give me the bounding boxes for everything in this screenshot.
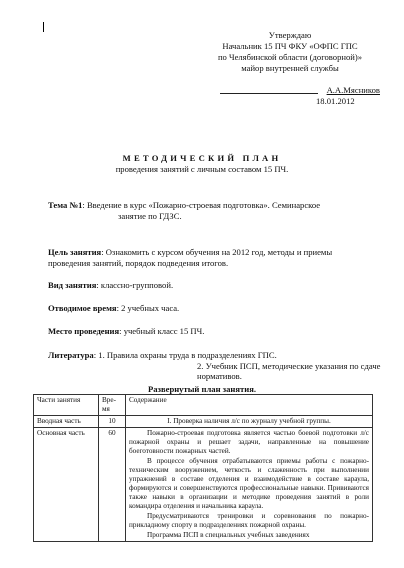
content-paragraph: Предусматриваются тренировки и соревнования по пожарно-прикладному спорту в подразделениях пожарной охраны. xyxy=(129,512,369,529)
table-row xyxy=(34,428,373,542)
place-paragraph xyxy=(48,326,384,337)
plan-subtitle: проведения занятий с личным составом 15 ПЧ. xyxy=(115,164,289,174)
header-time: Вре-мя xyxy=(99,395,126,416)
table-header-row xyxy=(34,395,373,416)
topic-label: Тема №1 xyxy=(48,200,83,210)
signer-name: А.А.Мясников xyxy=(326,85,380,95)
lesson-plan-table xyxy=(33,394,373,542)
goal-text-line2: проведения занятий, порядок подведения итогов. xyxy=(48,258,229,268)
goal-text-line1: : Ознакомить с курсом обучения на 2012 год, методы и приемы xyxy=(101,247,333,257)
approval-rank: майор внутренней службы xyxy=(241,63,339,73)
topic-text-line1: : Введение в курс «Пожарно-строевая подготовка». Семинарское xyxy=(82,200,321,210)
row-part: Вводная часть xyxy=(34,416,99,428)
row-content xyxy=(126,428,373,542)
time-label: Отводимое время xyxy=(48,303,117,313)
row-time: 10 xyxy=(99,416,126,428)
content-paragraph: Программа ПСП в специальных учебных заведениях xyxy=(147,531,310,539)
time-text: : 2 учебных часа. xyxy=(116,303,180,313)
kind-label: Вид занятия xyxy=(48,280,97,290)
kind-paragraph xyxy=(48,280,384,291)
approval-title: Утверждаю xyxy=(268,30,312,40)
literature-paragraph xyxy=(48,350,384,361)
literature-item2: 2. Учебник ПСП, методические указания по сдаче нормативов. xyxy=(197,361,381,381)
goal-paragraph xyxy=(48,247,384,269)
row-part: Основная часть xyxy=(34,428,99,542)
approval-position-line2: по Челябинской области (договорной)» xyxy=(217,52,363,62)
topic-text-line2: занятие по ГДЗС. xyxy=(118,211,182,221)
literature-item1: : 1. Правила охраны труда в подразделениях ГПС. xyxy=(93,350,277,360)
approval-position-line1: Начальник 15 ПЧ ФКУ «ОФПС ГПС xyxy=(222,41,358,51)
content-paragraph: В процессе обучения отрабатываются приемы работы с пожарно-техническим вооружением, четкость и слаженность при выполнении упражнений в составе отделения и взаимодействие в составе караула, формируются и совершенствуются профессиональные навыки. Прививаются также навыки в организации и методике проведения занятий в роли командира отделения и начальника караула. xyxy=(129,457,369,510)
approval-date: 18.01.2012 xyxy=(316,96,355,106)
row-content: I. Проверка наличия л/с по журналу учебной группы. xyxy=(126,416,373,428)
place-text: : учебный класс 15 ПЧ. xyxy=(119,326,205,336)
time-paragraph xyxy=(48,303,384,314)
literature-label: Литература xyxy=(48,350,94,360)
approval-block xyxy=(190,30,390,74)
signature-line xyxy=(220,85,380,95)
place-label: Место проведения xyxy=(48,326,120,336)
kind-text: : классно-групповой. xyxy=(96,280,174,290)
table-row xyxy=(34,416,373,428)
header-content: Содержание xyxy=(126,395,373,416)
topic-paragraph xyxy=(48,200,378,222)
content-paragraph: Пожарно-строевая подготовка является частью боевой подготовки л/с пожарной охраны и решает задачи, направленные на повышение боеготовности пожарных частей. xyxy=(129,429,369,455)
plan-title: МЕТОДИЧЕСКИЙ ПЛАН xyxy=(122,153,282,163)
header-part: Части занятия xyxy=(34,395,99,416)
table-title: Развернутый план занятия. xyxy=(147,384,256,394)
row-time: 60 xyxy=(99,428,126,542)
text-cursor xyxy=(43,22,44,32)
signature-rule xyxy=(220,93,318,94)
goal-label: Цель занятия xyxy=(48,247,102,257)
